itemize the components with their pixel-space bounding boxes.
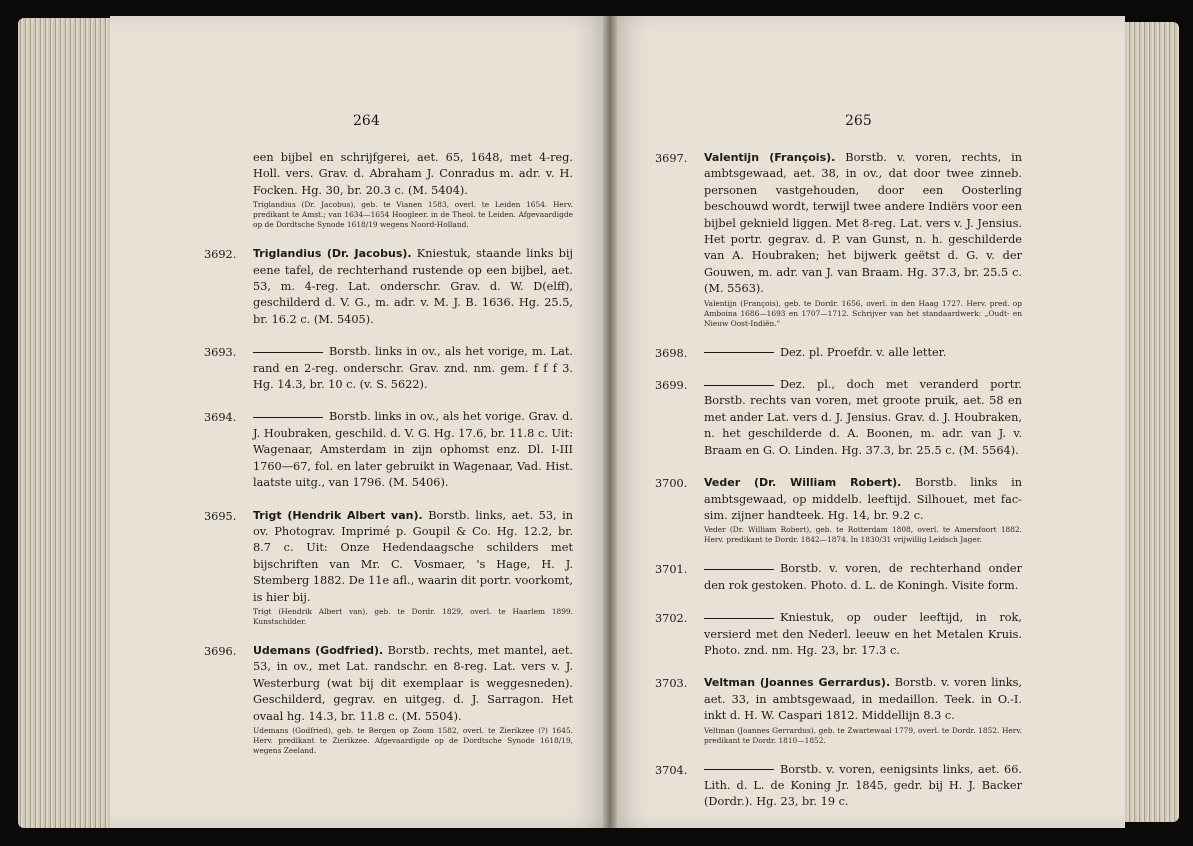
catalog-entry (655, 475, 1022, 545)
sitter-name: Trigt (Hendrik Albert van). (253, 508, 423, 522)
sitter-name: Veltman (Joannes Gerrardus). (704, 676, 891, 690)
entry-number: 3701. (655, 563, 688, 577)
entry-description: Borstb. rechts, met mantel, aet. 53, in ov., met Lat. randschr. en 8-reg. Lat. vers v. J. Westerburg (wat bij dit exemplaar is weggesneden). Geschilderd, gegrav. en uitgeg. d. J. Sarragon. Het ovaal hg. 14.3, br. 11.8 c. (M. 5504). (253, 643, 574, 723)
catalog-entry (655, 675, 1022, 745)
book-gutter (603, 16, 617, 828)
catalog-entry (204, 246, 573, 328)
entry-description: Kniestuk, op ouder leeftijd, in rok, versierd met den Nederl. leeuw en het Metalen Kruis. Photo. znd. nm. Hg. 23, br. 17.3 c. (704, 611, 1022, 657)
entry-number: 3693. (204, 346, 237, 360)
catalog-entry (204, 344, 573, 393)
entry-number: 3698. (655, 346, 688, 360)
catalog-entry (655, 377, 1022, 459)
catalog-entry (204, 508, 574, 627)
catalog-entry (655, 345, 1022, 361)
entry-biography: Udemans (Godfried), geb. te Bergen op Zoom 1582, overl. te Zierikzee (?) 1645. Herv. predikant te Zierikzee. Afgevaardigde op de Dordtsche Synode 1618/19, wegens Zeeland. (253, 725, 573, 755)
entry-description: Dez. pl. Proefdr. v. alle letter. (780, 345, 947, 359)
sitter-name: Triglandius (Dr. Jacobus). (253, 247, 412, 261)
sitter-name: Valentijn (François). (704, 151, 836, 164)
entry-description: Borstb. v. voren, de rechterhand onder den rok gestoken. Photo. d. L. de Koningh. Visite form. (704, 562, 1022, 592)
entry-description: Borstb. v. voren links, aet. 33, in ambtsgewaad, in medaillon. Teek. in O.-I. inkt d. H. W. Caspari 1812. Middellijn 8.3 c. (704, 676, 1022, 723)
right-column (655, 150, 1022, 827)
ditto-dash (253, 352, 323, 353)
ditto-dash (704, 569, 774, 570)
entry-number: 3694. (204, 411, 237, 425)
entry-number: 3696. (204, 644, 237, 658)
catalog-entry (253, 150, 573, 230)
entry-number: 3699. (655, 379, 688, 393)
entry-description: een bijbel en schrijfgerei, aet. 65, 1648, met 4-reg. Holl. vers. Grav. d. Abraham J. Conradus m. adr. v. H. Focken. Hg. 30, br. 20.3 c. (M. 5404). (253, 151, 573, 197)
entry-number: 3703. (655, 677, 688, 691)
catalog-entry (655, 762, 1022, 811)
entry-number: 3702. (655, 612, 688, 626)
entry-biography: Trigt (Hendrik Albert van), geb. te Dordr. 1829, overl. te Haarlem 1899. Kunstschilder. (253, 606, 573, 626)
catalog-entry (655, 610, 1022, 659)
ditto-dash (704, 769, 774, 770)
entry-biography: Veltman (Joannes Gerrardus), geb. te Zwartewaal 1779, overl. te Dordr. 1852. Herv. predikant te Dordr. 1810—1852. (704, 725, 1022, 745)
entry-biography: Triglandius (Dr. Jacobus), geb. te Vianen 1583, overl. te Leiden 1654. Herv. predikant te Amst.; van 1634—1654 Hoogleer. in de Theol. te Leiden. Afgevaardigde op de Dordtsche Synode 1618/19 wegens Noord-Holland. (253, 200, 573, 230)
entry-description: Dez. pl., doch met veranderd portr. Borstb. rechts van voren, met groote pruik, aet. 58 en met ander Lat. vers d. J. Jensius. Grav. d. J. Houbraken, n. het geschilderde d. A. Boonen, m. adr. van J. v. Braam en G. O. Linden. Hg. 37.3, br. 25.5 c. (M. 5564). (704, 378, 1022, 457)
left-column (204, 150, 574, 772)
entry-description: Kniestuk, staande links bij eene tafel, de rechterhand rustende op een bijbel, aet. 53, m. 4-reg. Lat. onderschr. Grav. d. W. D(elff), geschilderd d. V. G., m. adr. v. M. J. B. 1636. Hg. 25.5, br. 16.2 c. (M. 5405). (253, 247, 573, 326)
entry-description: Borstb. links, aet. 53, in ov. Photograv. Imprimé p. Goupil & Co. Hg. 12.2, br. 8.7 c. Uit: Onze Hedendaagsche schilders met bijschriften van Mr. C. Vosmaer, 's Hage, H. J. Stemberg 1882. De 11e afl., waarin dit portr. voorkomt, is hier bij. (253, 508, 574, 604)
right-page-number: 265 (845, 113, 872, 129)
ditto-dash (704, 352, 774, 353)
entry-description: Borstb. links in ambtsgewaad, op middelb. leeftijd. Silhouet, met fac-sim. zijner handteek. Hg. 14, br. 9.2 c. (704, 476, 1022, 522)
ditto-dash (704, 385, 774, 386)
entry-number: 3700. (655, 477, 688, 491)
catalog-entry (655, 561, 1022, 594)
catalog-entry (655, 150, 1022, 329)
sitter-name: Udemans (Godfried). (253, 643, 384, 657)
ditto-dash (704, 618, 774, 619)
entry-description: Borstb. v. voren, eenigsints links, aet. 66. Lith. d. L. de Koning Jr. 1845, gedr. bij H. J. Backer (Dordr.). Hg. 23, br. 19 c. (704, 762, 1022, 809)
entry-description: Borstb. links in ov., als het vorige, m. Lat. rand en 2-reg. onderschr. Grav. znd. nm. gem. f f f 3. Hg. 14.3, br. 10 c. (v. S. 5622). (253, 345, 573, 392)
entry-number: 3704. (655, 763, 688, 777)
entry-description: Borstb. v. voren, rechts, in ambtsgewaad, aet. 38, in ov., dat door twee zinneb. personen vastgehouden, door een Oosterling beschouwd wordt, terwijl twee andere Indiërs voor een bijbel geknield liggen. Met 8-reg. Lat. vers v. J. Jensius. Het portr. gegrav. d. P. van Gunst, n. h. geschilderde van A. Houbraken; het bijwerk geëtst d. G. v. der Gouwen, m. adr. van J. van Braam. Hg. 37.3, br. 25.5 c. (M. 5563). (704, 151, 1022, 296)
left-page-number: 264 (353, 113, 380, 129)
entry-number: 3695. (204, 509, 237, 523)
entry-biography: Veder (Dr. William Robert), geb. te Rotterdam 1808, overl. te Amersfoort 1882. Herv. predikant te Dordr. 1842—1874. In 1830/31 vrijwillig Leidsch Jager. (704, 525, 1022, 545)
entry-biography: Valentijn (François), geb. te Dordr. 1656, overl. in den Haag 1727. Herv. pred. op Amboina 1686—1693 en 1707—1712. Schrijver van het standaardwerk: „Oudt- en Nieuw Oost-Indiën." (704, 298, 1022, 328)
entry-description: Borstb. links in ov., als het vorige. Grav. d. J. Houbraken, geschild. d. V. G. Hg. 17.6, br. 11.8 c. Uit: Wagenaar, Amsterdam in zijn ophomst enz. Dl. I-III 1760—67, fol. en later gebruikt in Wagenaar, Vad. Hist. laatste uitg., van 1796. (M. 5406). (253, 410, 573, 490)
entry-number: 3692. (204, 248, 237, 262)
sitter-name: Veder (Dr. William Robert). (704, 476, 902, 490)
entry-number: 3697. (655, 152, 688, 165)
ditto-dash (253, 417, 323, 418)
catalog-entry (204, 643, 574, 756)
catalog-entry (204, 409, 573, 491)
